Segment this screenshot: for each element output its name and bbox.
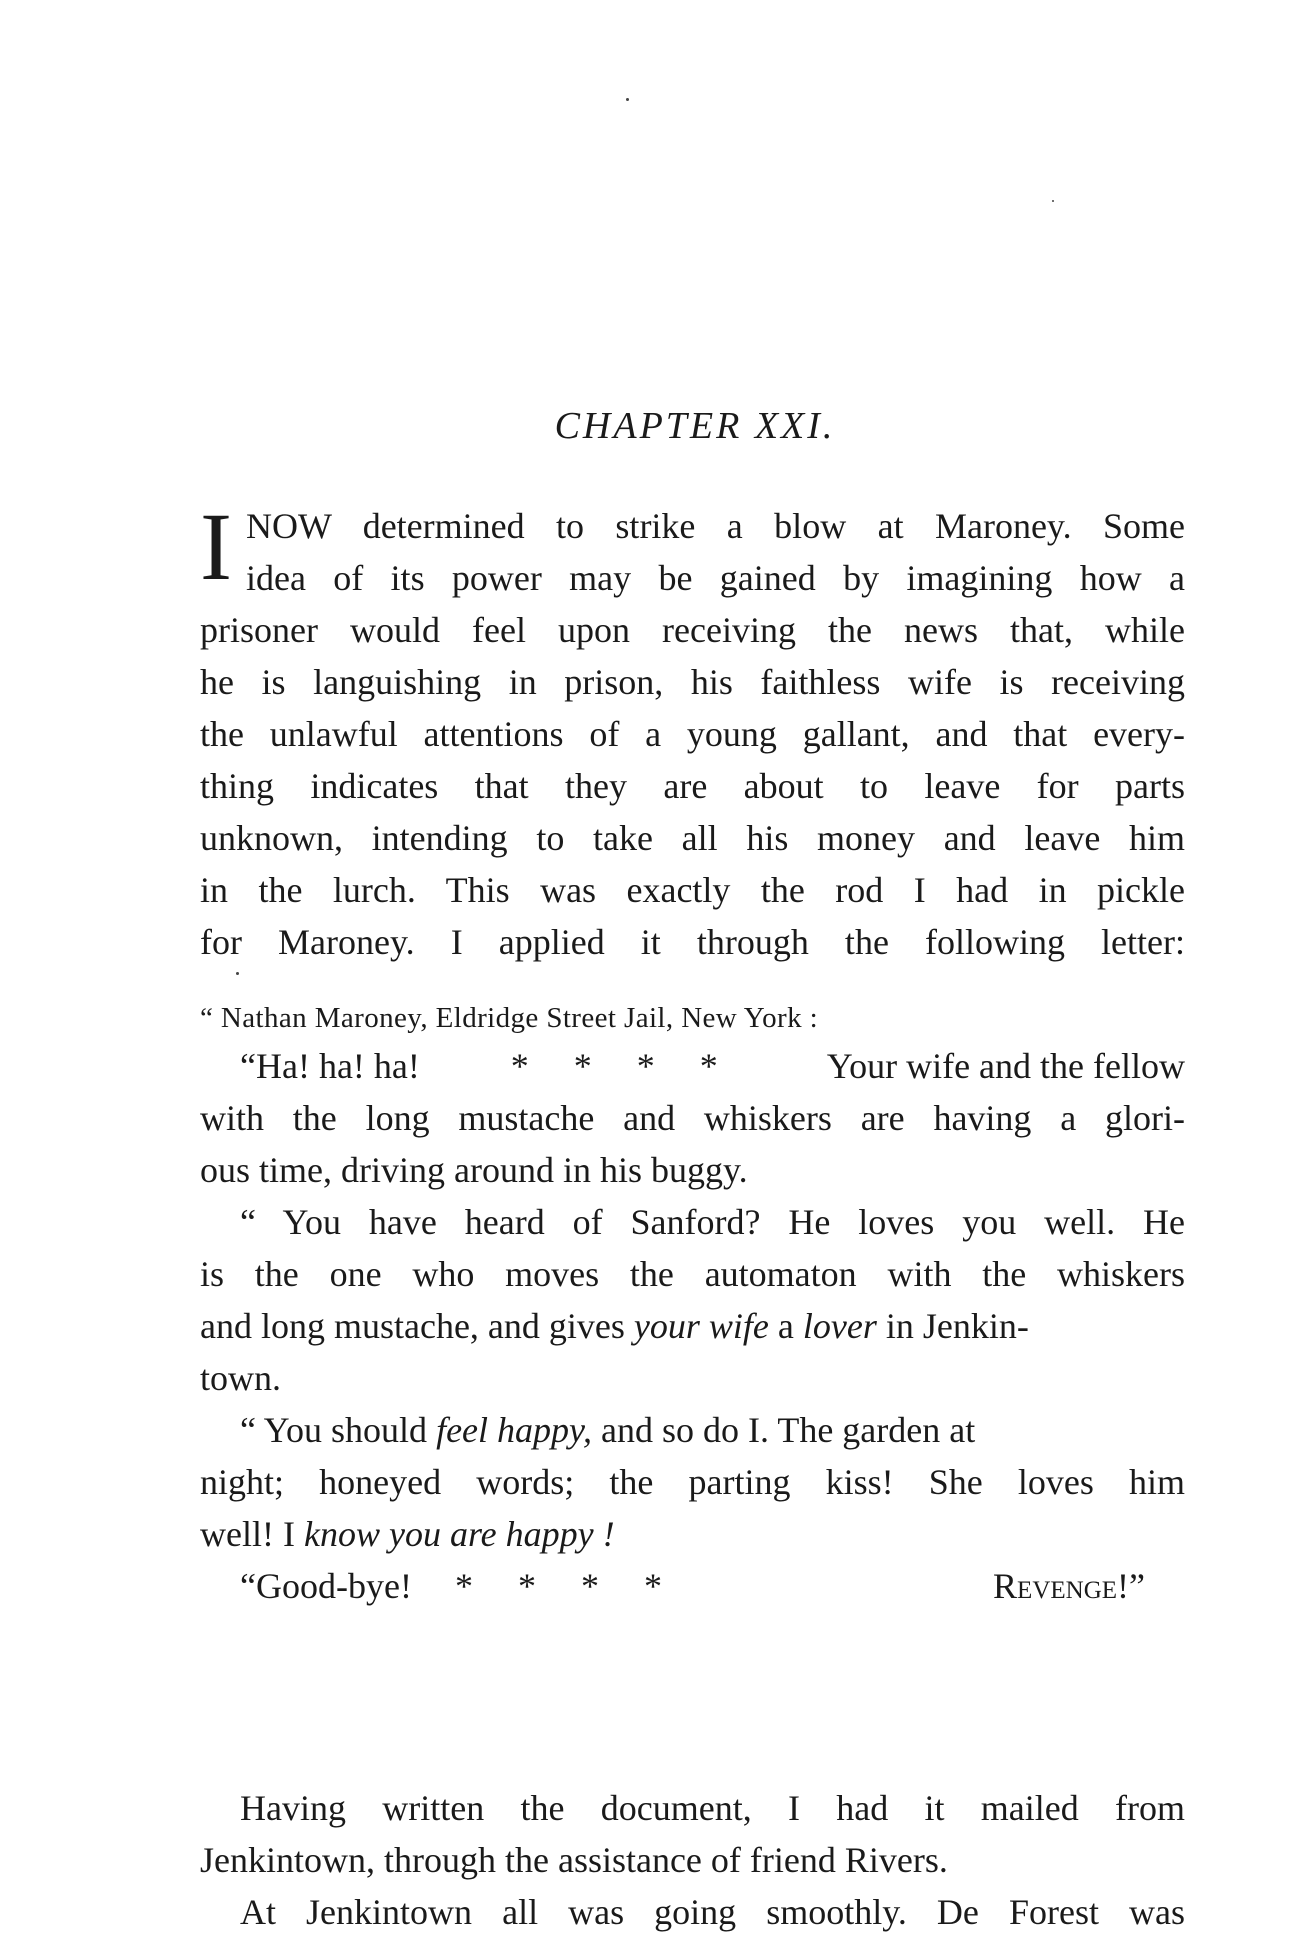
letter-signature: Revenge!” <box>993 1566 1145 1606</box>
letter-line: town. <box>200 1358 281 1398</box>
italic-run: your wife <box>633 1306 769 1346</box>
text-line: Having written the document, I had it mailed from <box>240 1788 1185 1828</box>
paper-speck <box>626 98 629 101</box>
letter-body <box>200 1040 1185 1612</box>
text-line: for Maroney. I applied it through the following letter: <box>200 922 1185 962</box>
letter-line: with the long mustache and whiskers are having a glori- <box>200 1098 1185 1138</box>
text-line: prisoner would feel upon receiving the news that, while <box>200 610 1185 650</box>
letter-greeting: “Ha! ha! ha! <box>240 1046 420 1086</box>
text-run: “ You should <box>240 1410 437 1450</box>
text-line: thing indicates that they are about to leave for parts <box>200 766 1185 806</box>
letter-line <box>200 1404 1185 1456</box>
text-line: idea of its power may be gained by imagining how a <box>245 558 1185 598</box>
text-run: well! I <box>200 1514 304 1554</box>
italic-run: feel happy, <box>436 1410 593 1450</box>
letter-line <box>200 1300 1185 1352</box>
letter-text: Your wife and the fellow <box>826 1046 1185 1086</box>
opening-paragraph <box>200 493 1185 968</box>
closing-paragraphs <box>200 1782 1185 1938</box>
letter-line: ous time, driving around in his buggy. <box>200 1150 748 1190</box>
letter-line: is the one who moves the automaton with the whiskers <box>200 1254 1185 1294</box>
text-line: unknown, intending to take all his money and leave him <box>200 818 1185 858</box>
text-run: and long mustache, and gives <box>200 1306 634 1346</box>
text-line: At Jenkintown all was going smoothly. De Forest was <box>240 1892 1185 1932</box>
letter-text <box>240 1404 975 1456</box>
text-line: NOW determined to strike a blow at Maroney. Some <box>245 506 1185 546</box>
italic-run: know you are happy ! <box>303 1514 615 1554</box>
text-run: a <box>768 1306 803 1346</box>
paper-speck <box>1052 200 1054 202</box>
chapter-title: CHAPTER XXI. <box>554 405 836 447</box>
text-run: and so do I. The garden at <box>592 1410 976 1450</box>
letter-line: night; honeyed words; the parting kiss! She loves him <box>200 1462 1185 1502</box>
text-line: in the lurch. This was exactly the rod I had in pickle <box>200 870 1185 910</box>
italic-run: lover <box>802 1306 877 1346</box>
text-line: he is languishing in prison, his faithless wife is receiving <box>200 662 1185 702</box>
letter-line <box>200 1508 1185 1560</box>
drop-cap: I <box>200 493 232 600</box>
text-line: the unlawful attentions of a young gallant, and that every- <box>200 714 1185 754</box>
text-line: Jenkintown, through the assistance of friend Rivers. <box>200 1840 948 1880</box>
letter-address: “ Nathan Maroney, Eldridge Street Jail, New York : <box>200 1002 819 1034</box>
asterisks: * * * * <box>510 1046 736 1086</box>
asterisks: * * * * <box>454 1566 680 1606</box>
text-run: in Jenkin- <box>876 1306 1029 1346</box>
letter-farewell: “Good-bye! <box>240 1566 412 1606</box>
letter-line <box>200 1040 1185 1092</box>
paper-speck <box>236 972 239 975</box>
letter-line <box>200 1560 1185 1612</box>
letter-text <box>200 1300 1029 1352</box>
letter-line: “ You have heard of Sanford? He loves you well. He <box>240 1202 1185 1242</box>
